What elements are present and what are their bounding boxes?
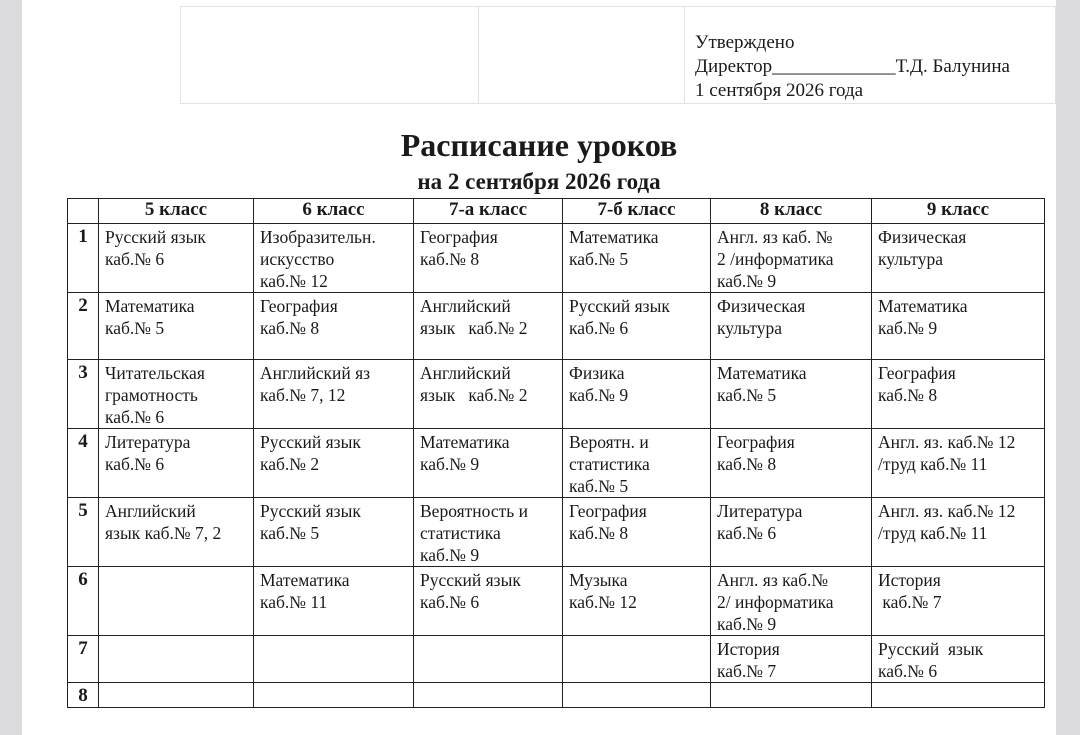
lesson-cell-line: язык каб.№ 7, 2 xyxy=(105,523,222,543)
lesson-cell-line: Английский xyxy=(420,363,511,383)
lesson-cell-line: Русский язык xyxy=(260,432,361,452)
lesson-cell xyxy=(99,293,254,360)
lesson-cell-line: Математика xyxy=(105,296,195,316)
lesson-cell xyxy=(563,429,711,498)
lesson-cell-line: искусство xyxy=(260,249,335,269)
lesson-cell-line: статистика xyxy=(420,523,501,543)
lesson-cell-line: каб.№ 6 xyxy=(878,661,938,681)
lesson-row xyxy=(68,567,1045,636)
lesson-number: 7 xyxy=(68,636,99,683)
lesson-cell-line: статистика xyxy=(569,454,650,474)
lesson-cell-line: каб.№ 9 xyxy=(420,454,480,474)
lesson-cell-line: География xyxy=(569,501,647,521)
lesson-row xyxy=(68,636,1045,683)
corner-header xyxy=(68,199,99,224)
class-header: 7-б класс xyxy=(563,199,711,224)
lesson-cell-line: каб.№ 7, 12 xyxy=(260,385,346,405)
lesson-cell-line: язык каб.№ 2 xyxy=(420,318,528,338)
lesson-cell-line: Математика xyxy=(569,227,659,247)
lesson-cell-line: каб.№ 11 xyxy=(260,592,328,612)
lesson-cell xyxy=(711,429,872,498)
lesson-cell-line: каб.№ 9 xyxy=(717,271,777,291)
lesson-row xyxy=(68,293,1045,360)
schedule-header-row xyxy=(68,199,1045,224)
lesson-cell xyxy=(414,498,563,567)
lesson-row xyxy=(68,360,1045,429)
lesson-row xyxy=(68,224,1045,293)
lesson-cell xyxy=(563,683,711,708)
lesson-cell-line: Математика xyxy=(717,363,807,383)
lesson-cell xyxy=(414,636,563,683)
lesson-cell xyxy=(563,224,711,293)
lesson-cell-line: каб.№ 6 xyxy=(105,249,165,269)
lesson-cell-line: Русский язык xyxy=(878,639,984,659)
lesson-cell-line: 2 /информатика xyxy=(717,249,834,269)
lesson-number: 6 xyxy=(68,567,99,636)
lesson-number: 5 xyxy=(68,498,99,567)
lesson-cell-line: грамотность xyxy=(105,385,198,405)
lesson-cell xyxy=(563,293,711,360)
lesson-cell xyxy=(414,360,563,429)
lesson-number: 4 xyxy=(68,429,99,498)
lesson-cell-line: каб.№ 5 xyxy=(569,476,629,496)
lesson-cell-line: 2/ информатика xyxy=(717,592,834,612)
lesson-cell xyxy=(711,498,872,567)
lesson-row xyxy=(68,498,1045,567)
approval-block xyxy=(685,7,1056,104)
lesson-cell-line: каб.№ 5 xyxy=(569,249,629,269)
lesson-cell xyxy=(99,683,254,708)
lesson-cell xyxy=(872,429,1045,498)
lesson-cell xyxy=(414,429,563,498)
lesson-cell xyxy=(872,293,1045,360)
lesson-cell xyxy=(711,683,872,708)
lesson-cell-line: /труд каб.№ 11 xyxy=(878,454,988,474)
lesson-cell xyxy=(414,683,563,708)
lesson-row xyxy=(68,429,1045,498)
lesson-cell xyxy=(872,360,1045,429)
lesson-cell-line: Англ. яз каб. № xyxy=(717,227,833,247)
lesson-cell-line: Музыка xyxy=(569,570,628,590)
lesson-cell-line: Русский язык xyxy=(569,296,670,316)
lesson-cell xyxy=(872,498,1045,567)
lesson-cell-line: /труд каб.№ 11 xyxy=(878,523,988,543)
lesson-cell-line: Изобразительн. xyxy=(260,227,376,247)
lesson-cell-line: Русский язык xyxy=(105,227,206,247)
lesson-cell-line: Математика xyxy=(420,432,510,452)
lesson-cell xyxy=(254,683,414,708)
lesson-cell xyxy=(414,567,563,636)
lesson-cell-line: каб.№ 9 xyxy=(569,385,629,405)
approval-director-signature: Директор_____________Т.Д. Балунина xyxy=(695,56,1010,77)
approval-label: Утверждено xyxy=(695,32,795,53)
lesson-cell-line: каб.№ 12 xyxy=(260,271,328,291)
lesson-cell-line: каб.№ 8 xyxy=(569,523,629,543)
class-header: 8 класс xyxy=(711,199,872,224)
lesson-cell-line: каб.№ 9 xyxy=(717,614,777,634)
lesson-cell xyxy=(711,293,872,360)
page-subtitle: на 2 сентября 2026 года xyxy=(417,169,661,194)
lesson-cell-line: каб.№ 8 xyxy=(717,454,777,474)
lesson-cell-line: География xyxy=(717,432,795,452)
lesson-cell xyxy=(563,360,711,429)
lesson-cell-line: Русский язык xyxy=(420,570,521,590)
lesson-cell-line: каб.№ 8 xyxy=(878,385,938,405)
lesson-cell-line: Читательская xyxy=(105,363,205,383)
lesson-cell xyxy=(872,224,1045,293)
lesson-cell xyxy=(99,498,254,567)
document-page xyxy=(22,0,1056,735)
lesson-row xyxy=(68,683,1045,708)
lesson-cell-line: География xyxy=(260,296,338,316)
class-header: 6 класс xyxy=(254,199,414,224)
lesson-cell-line: Физическая xyxy=(717,296,806,316)
lesson-cell-line: Англ. яз. каб.№ 12 xyxy=(878,501,1016,521)
lesson-cell-line: каб.№ 12 xyxy=(569,592,637,612)
lesson-cell xyxy=(414,293,563,360)
lesson-cell-line: каб.№ 8 xyxy=(260,318,320,338)
lesson-cell-line: каб.№ 6 xyxy=(569,318,629,338)
lesson-cell-line: культура xyxy=(717,318,782,338)
class-header: 9 класс xyxy=(872,199,1045,224)
lesson-cell-line: История xyxy=(878,570,941,590)
lesson-cell-line: География xyxy=(878,363,956,383)
lesson-cell-line: История xyxy=(717,639,780,659)
lesson-cell xyxy=(872,683,1045,708)
lesson-cell xyxy=(563,567,711,636)
lesson-cell-line: каб.№ 6 xyxy=(717,523,777,543)
lesson-cell-line: каб.№ 6 xyxy=(105,407,165,427)
lesson-cell-line: Литература xyxy=(717,501,803,521)
lesson-cell-line: География xyxy=(420,227,498,247)
lesson-cell xyxy=(99,360,254,429)
lesson-cell xyxy=(254,224,414,293)
lesson-cell xyxy=(711,636,872,683)
lesson-cell-line: Физика xyxy=(569,363,625,383)
lesson-cell xyxy=(254,498,414,567)
lesson-cell-line: Английский xyxy=(105,501,196,521)
approval-empty-cell-2 xyxy=(479,7,685,104)
lesson-cell-line: Математика xyxy=(260,570,350,590)
approval-empty-cell-1 xyxy=(181,7,479,104)
lesson-cell xyxy=(99,636,254,683)
lesson-cell-line: каб.№ 5 xyxy=(105,318,165,338)
lesson-cell xyxy=(872,636,1045,683)
lesson-cell-line: каб.№ 9 xyxy=(420,545,480,565)
schedule-table xyxy=(67,198,1045,708)
lesson-cell xyxy=(99,224,254,293)
lesson-cell-line: каб.№ 6 xyxy=(105,454,165,474)
lesson-number: 8 xyxy=(68,683,99,708)
lesson-cell-line: Литература xyxy=(105,432,191,452)
class-header: 5 класс xyxy=(99,199,254,224)
lesson-number: 2 xyxy=(68,293,99,360)
lesson-number: 1 xyxy=(68,224,99,293)
lesson-cell-line: каб.№ 6 xyxy=(420,592,480,612)
lesson-cell-line: Математика xyxy=(878,296,968,316)
lesson-cell-line: язык каб.№ 2 xyxy=(420,385,528,405)
lesson-cell-line: каб.№ 5 xyxy=(717,385,777,405)
approval-table xyxy=(180,6,1056,104)
lesson-cell xyxy=(254,636,414,683)
lesson-cell xyxy=(414,224,563,293)
lesson-cell xyxy=(254,429,414,498)
lesson-cell xyxy=(563,498,711,567)
lesson-cell xyxy=(254,567,414,636)
lesson-cell-line: Английский xyxy=(420,296,511,316)
lesson-cell xyxy=(872,567,1045,636)
lesson-cell xyxy=(711,360,872,429)
lesson-cell xyxy=(711,224,872,293)
lesson-cell-line: Англ. яз каб.№ xyxy=(717,570,829,590)
lesson-cell-line: каб.№ 9 xyxy=(878,318,938,338)
lesson-cell xyxy=(99,567,254,636)
lesson-cell-line: Вероятн. и xyxy=(569,432,649,452)
lesson-cell-line: каб.№ 2 xyxy=(260,454,320,474)
lesson-cell-line: каб.№ 8 xyxy=(420,249,480,269)
lesson-cell-line: Английский яз xyxy=(260,363,371,383)
lesson-cell-line: Русский язык xyxy=(260,501,361,521)
lesson-cell xyxy=(254,360,414,429)
lesson-cell-line: Англ. яз. каб.№ 12 xyxy=(878,432,1016,452)
lesson-cell-line: каб.№ 7 xyxy=(878,592,942,612)
lesson-cell xyxy=(99,429,254,498)
lesson-cell xyxy=(254,293,414,360)
lesson-cell-line: культура xyxy=(878,249,943,269)
approval-date: 1 сентября 2026 года xyxy=(695,80,864,101)
lesson-number: 3 xyxy=(68,360,99,429)
lesson-cell-line: каб.№ 7 xyxy=(717,661,777,681)
lesson-cell-line: каб.№ 5 xyxy=(260,523,320,543)
lesson-cell xyxy=(711,567,872,636)
page-title: Расписание уроков xyxy=(400,127,678,163)
lesson-cell xyxy=(563,636,711,683)
class-header: 7-а класс xyxy=(414,199,563,224)
lesson-cell-line: Вероятность и xyxy=(420,501,528,521)
lesson-cell-line: Физическая xyxy=(878,227,967,247)
